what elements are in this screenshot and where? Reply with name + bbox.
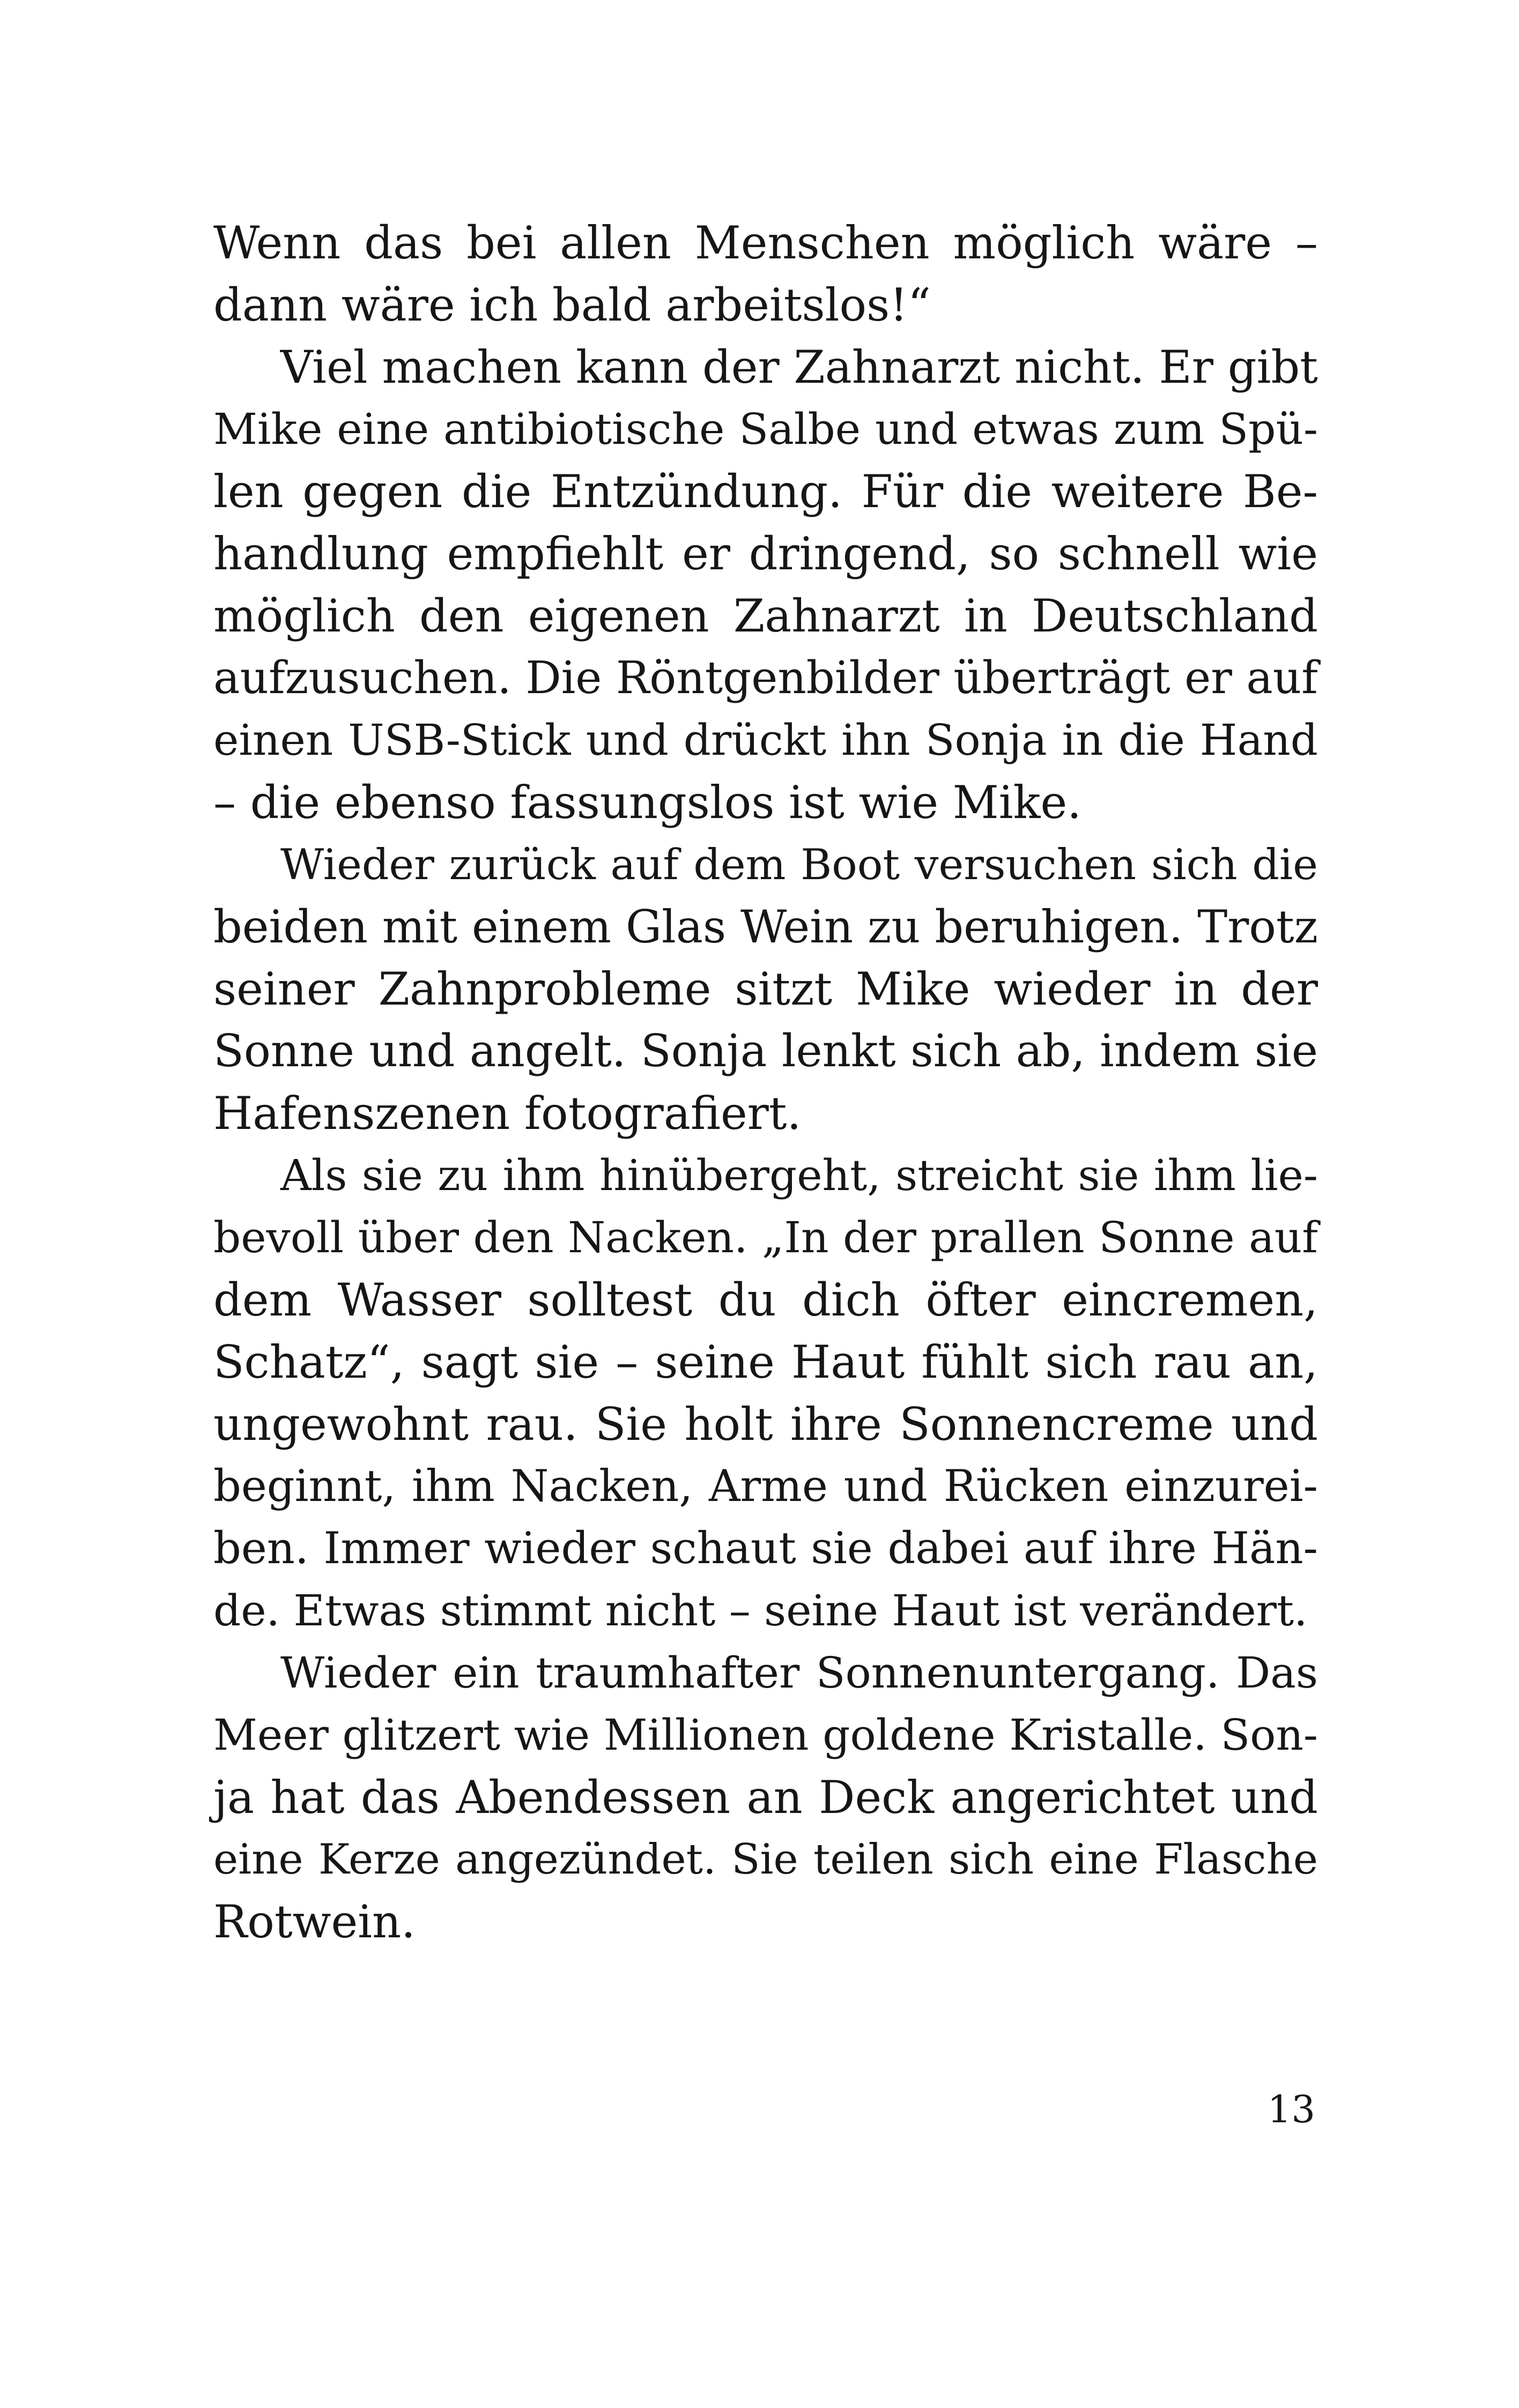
text-line: Wenn das bei allen Menschen möglich wäre – [213,217,1318,269]
body-text [213,212,1318,1953]
text-line: handlung empfiehlt er dringend, so schnell wie [213,527,1318,580]
text-line: Viel machen kann der Zahnarzt nicht. Er gibt [280,341,1318,393]
text-line: ben. Immer wieder schaut sie dabei auf ihre Hän- [213,1523,1318,1574]
text-line: möglich den eigenen Zahnarzt in Deutschland [213,590,1318,642]
text-line: Wieder ein traumhafter Sonnenuntergang. Das [280,1648,1318,1698]
text-line: dann wäre ich bald arbeitslos!“ [213,279,931,331]
text-line: Wieder zurück auf dem Boot versuchen sich die [280,840,1318,889]
text-line: Mike eine antibiotische Salbe und etwas zum Spü- [213,404,1318,454]
text-line: ja hat das Abendessen an Deck angerichtet und [213,1771,1318,1824]
page-number: 13 [1267,2087,1315,2131]
text-line: Sonne und angelt. Sonja lenkt sich ab, indem sie [213,1025,1318,1077]
paragraph-5 [213,1642,1318,1953]
text-line: bevoll über den Nacken. „In der prallen Sonne auf [213,1213,1318,1262]
text-line: de. Etwas stimmt nicht – seine Haut ist verändert. [213,1586,1308,1636]
paragraph-4 [213,1144,1318,1642]
text-line: aufzusuchen. Die Röntgenbilder überträgt er auf [213,652,1318,704]
text-line: beiden mit einem Glas Wein zu beruhigen. Trotz [213,901,1318,953]
text-line: Meer glitzert wie Millionen goldene Kristalle. Son- [213,1710,1318,1760]
text-line: dem Wasser solltest du dich öfter eincremen, [213,1274,1318,1326]
paragraph-2 [213,336,1318,834]
text-line: Hafenszenen fotografiert. [213,1087,802,1140]
text-line: eine Kerze angezündet. Sie teilen sich eine Flasche [213,1835,1318,1884]
text-line: beginnt, ihm Nacken, Arme und Rücken einzurei- [213,1461,1318,1512]
paragraph-3 [213,834,1318,1144]
text-line: einen USB-Stick und drückt ihn Sonja in die Hand [213,715,1318,765]
text-line: Rotwein. [213,1896,416,1948]
text-line: seiner Zahnprobleme sitzt Mike wieder in der [213,963,1318,1015]
text-line: Schatz“, sagt sie – seine Haut fühlt sich rau an, [213,1336,1318,1388]
text-line: Als sie zu ihm hinübergeht, streicht sie ihm lie- [280,1150,1318,1200]
text-line: len gegen die Entzündung. Für die weitere Be- [213,465,1318,518]
text-line: – die ebenso fassungslos ist wie Mike. [213,776,1081,829]
paragraph-1 [213,212,1318,336]
text-line: ungewohnt rau. Sie holt ihre Sonnencreme und [213,1398,1318,1451]
